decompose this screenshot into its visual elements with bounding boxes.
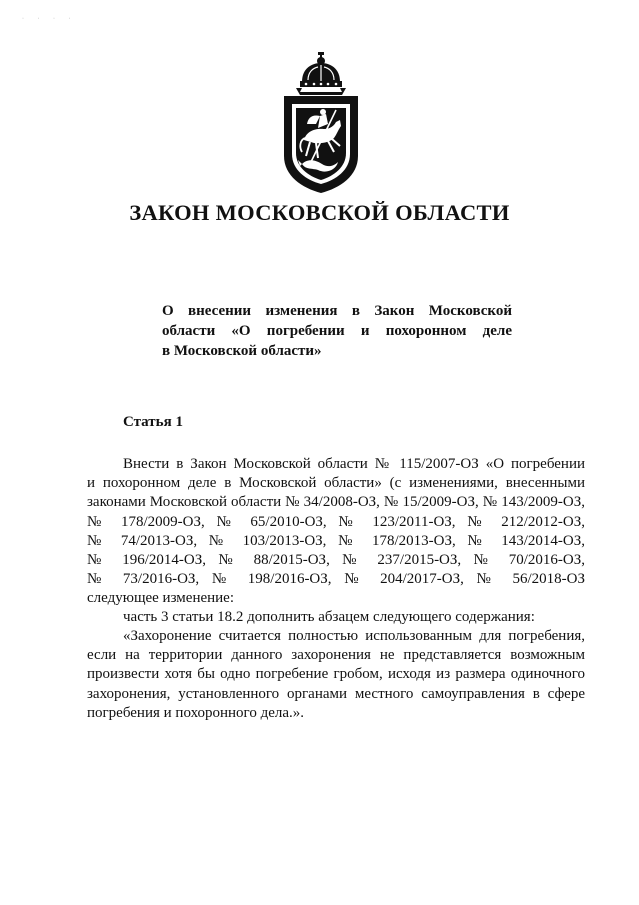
coat-of-arms-icon [280,52,362,194]
amendment-title-line: О внесении изменения в Закон Московской [162,303,512,319]
paragraph-line: № 196/2014-ОЗ, № 88/2015-ОЗ, № 237/2015-ОЗ, № 70/2016-ОЗ, [87,552,585,569]
paragraph-line: погребения и похоронного дела.». [87,704,305,721]
paragraph-line: законами Московской области № 34/2008-ОЗ, № 15/2009-ОЗ, № 143/2009-ОЗ, [87,494,585,511]
document-title: ЗАКОН МОСКОВСКОЙ ОБЛАСТИ [129,200,510,225]
article-paragraph-1 [87,455,585,609]
crown-icon [296,52,346,95]
paragraph-line: часть 3 статьи 18.2 дополнить абзацем следующего содержания: [123,609,535,625]
amendment-title-line: области «О погребении и похоронном деле [162,323,512,339]
paragraph-line: и похоронном деле в Московской области» (с изменениями, внесенными [87,475,585,492]
paragraph-line: № 74/2013-ОЗ, № 103/2013-ОЗ, № 178/2013-ОЗ, № 143/2014-ОЗ, [87,532,585,549]
paragraph-line: «Захоронение считается полностью использованным для погребения, [123,628,585,644]
amendment-title [162,301,512,361]
paragraph-line: № 73/2016-ОЗ, № 198/2016-ОЗ, № 204/2017-ОЗ, № 56/2018-ОЗ [87,571,585,588]
paragraph-line: если на территории данного захоронения не представляется возможным [87,647,585,664]
paragraph-line: следующее изменение: [87,590,235,607]
article-heading: Статья 1 [123,414,183,430]
paragraph-line: произвести хотя бы одно погребение гробом, исходя из размера одиночного [87,666,585,683]
article-paragraph-3 [87,627,585,723]
scan-artifact: · · · · [22,16,77,22]
article-paragraph-2 [87,608,585,627]
paragraph-line: № 178/2009-ОЗ, № 65/2010-ОЗ, № 123/2011-ОЗ, № 212/2012-ОЗ, [87,513,585,530]
paragraph-line: Внести в Закон Московской области № 115/2007-ОЗ «О погребении [123,456,585,472]
amendment-title-line: в Московской области» [162,343,322,359]
paragraph-line: захоронения, установленного органами местного самоуправления в сфере [87,685,585,702]
